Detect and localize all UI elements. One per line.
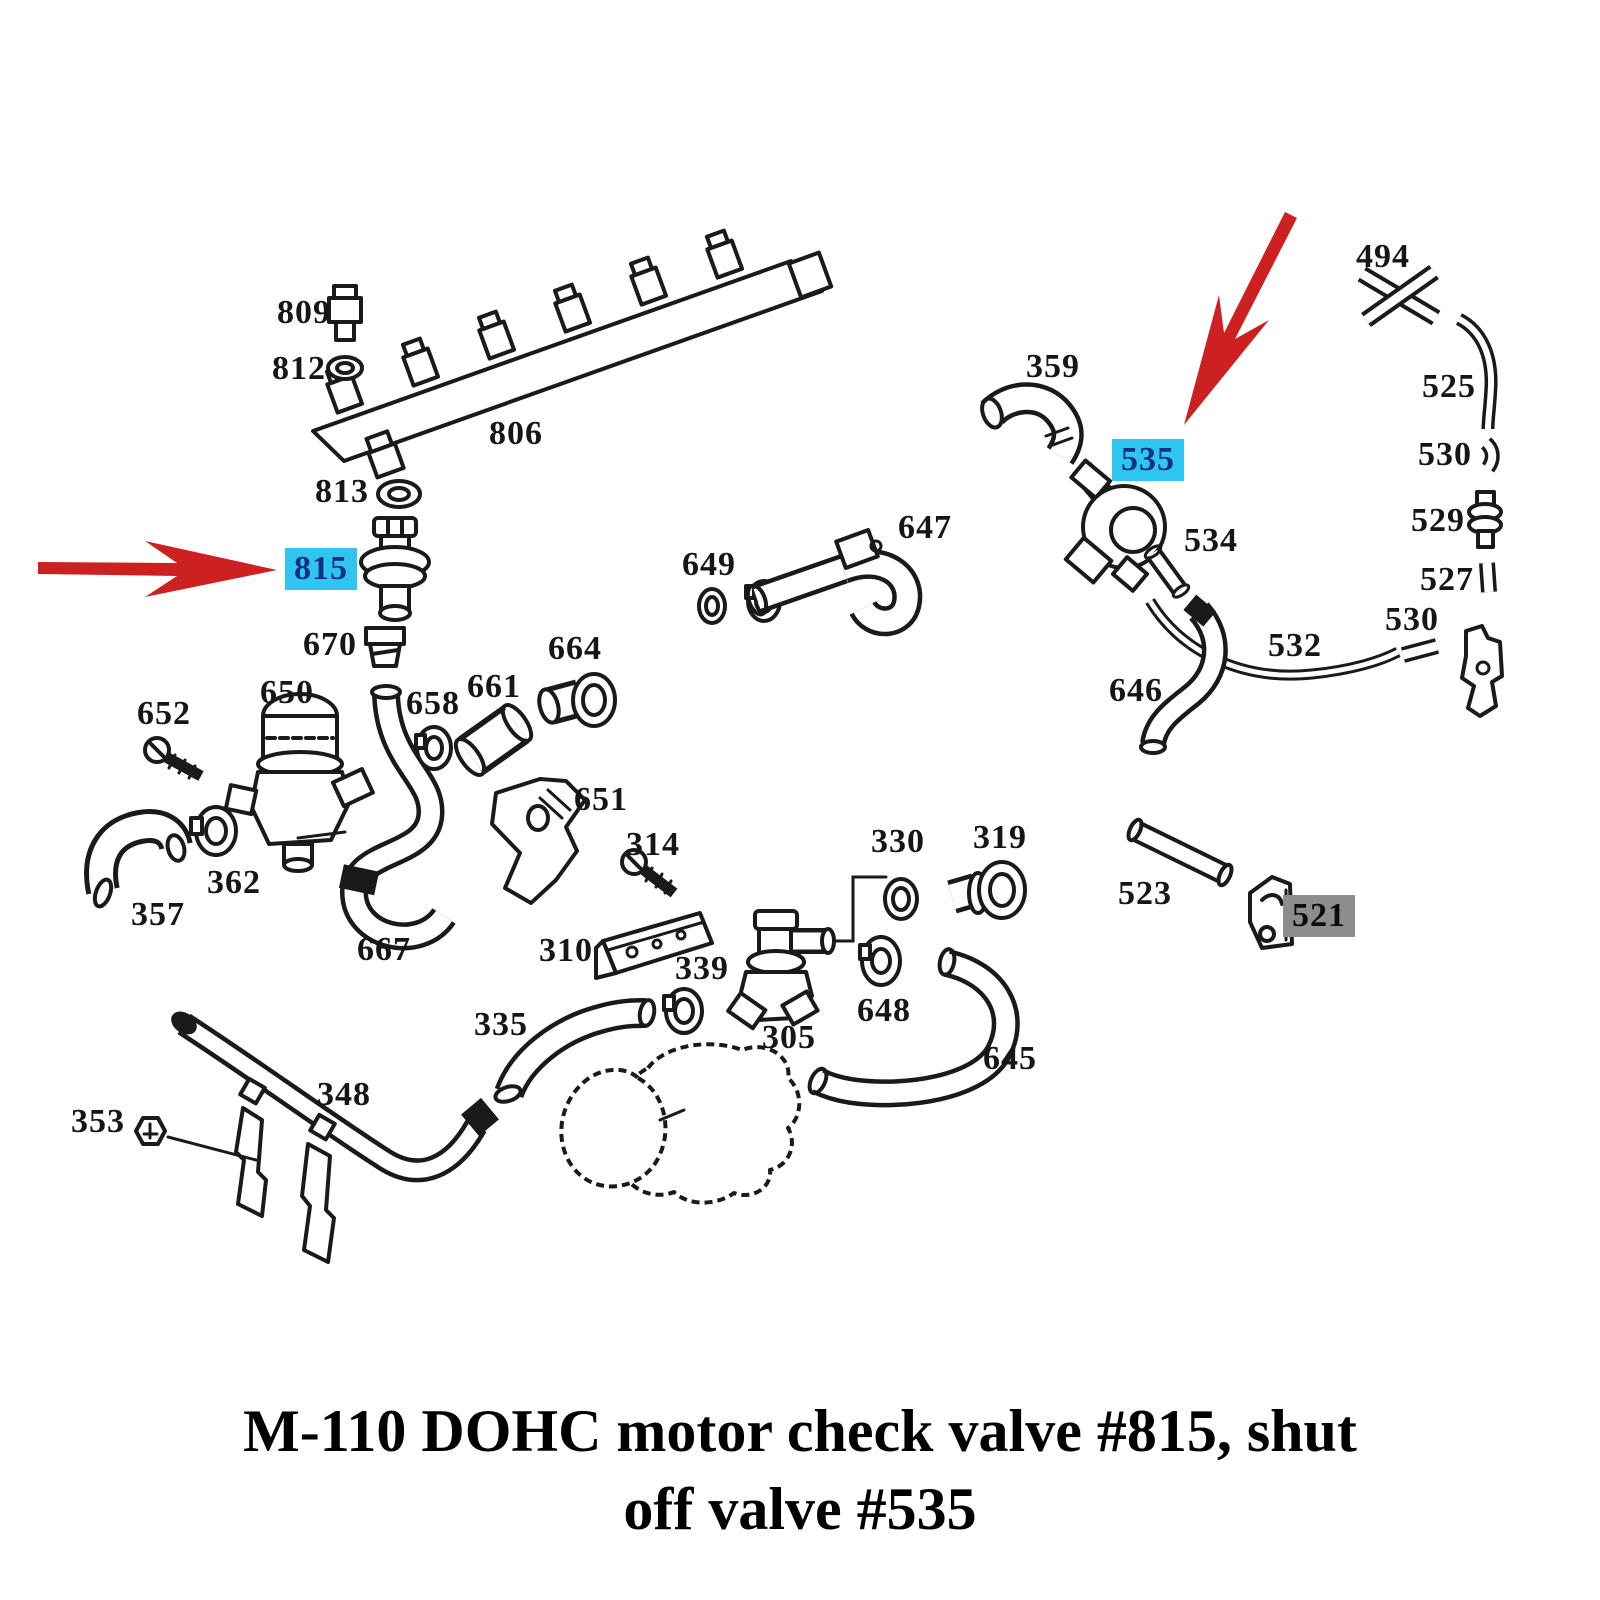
part-527-clip-drawing [1487,563,1489,592]
part-label-335: 335 [474,1006,528,1043]
part-label-667: 667 [357,931,411,968]
part-label-523: 523 [1118,875,1172,912]
part-label-650: 650 [260,674,314,711]
part-661-drawing [451,701,537,780]
hose-359-drawing [978,396,1072,456]
part-label-813: 813 [315,473,369,510]
part-label-339: 339 [675,950,729,987]
part-label-649: 649 [682,546,736,583]
part-670-drawing [366,628,404,666]
part-label-348: 348 [317,1076,371,1113]
part-label-648: 648 [857,992,911,1029]
red-arrow-2 [1184,212,1297,425]
right-bracket-drawing [1462,626,1502,716]
part-650-drawing [226,694,373,871]
part-647-drawing [744,530,907,621]
part-label-494: 494 [1356,238,1410,275]
part-label-661: 661 [467,668,521,705]
part-label-670: 670 [303,626,357,663]
part-label-535: 535 [1112,439,1184,481]
part-label-647: 647 [898,509,952,546]
part-label-362: 362 [207,864,261,901]
air-pump-body-drawing [561,1044,799,1202]
part-530-clip2-drawing [1403,646,1437,655]
part-label-534: 534 [1184,522,1238,559]
part-330-clamp-drawing [885,879,917,919]
part-319-drawing [952,862,1025,918]
part-362-clamp-drawing [191,807,236,855]
part-label-314: 314 [626,826,680,863]
part-651-bracket-drawing [492,779,585,903]
part-label-806: 806 [489,415,543,452]
part-648-clamp-drawing [860,937,900,985]
part-label-353: 353 [71,1103,125,1140]
part-label-815: 815 [285,548,357,590]
part-label-527: 527 [1420,561,1474,598]
part-label-652: 652 [137,695,191,732]
part-label-357: 357 [131,896,185,933]
part-813-drawing [378,481,420,507]
part-815-check-valve-drawing [361,518,429,620]
part-label-529: 529 [1411,502,1465,539]
part-529-drawing [1469,492,1501,547]
caption-line-1: M-110 DOHC motor check valve #815, shut [243,1398,1357,1464]
part-label-330: 330 [871,823,925,860]
red-arrow-1 [38,541,277,597]
part-label-664: 664 [548,630,602,667]
part-label-532: 532 [1268,627,1322,664]
pipe-348-drawing [167,1007,499,1262]
part-label-319: 319 [973,819,1027,856]
part-label-310: 310 [539,932,593,969]
part-812-drawing [328,357,362,379]
part-label-646: 646 [1109,672,1163,709]
part-label-658: 658 [406,685,460,722]
part-530-clip1-drawing [1486,443,1492,468]
hose-667-drawing [339,686,444,936]
part-label-530-2: 530 [1385,601,1439,638]
part-label-530: 530 [1418,436,1472,473]
part-label-521: 521 [1283,895,1355,937]
part-664-drawing [536,674,615,726]
part-label-645: 645 [983,1040,1037,1077]
part-494-clip-drawing [1362,272,1436,320]
fuel-rail-806-drawing [313,229,831,477]
part-label-651: 651 [574,781,628,818]
part-658-clamp-drawing [416,727,451,769]
part-label-809: 809 [277,294,331,331]
part-339-clamp-drawing [664,989,702,1033]
caption [0,1392,1600,1548]
part-label-305: 305 [762,1019,816,1056]
part-652-screw-drawing [145,738,201,778]
part-label-812: 812 [272,350,326,387]
part-809-drawing [329,286,361,340]
caption-line-2: off valve #535 [623,1476,977,1542]
part-label-525: 525 [1422,368,1476,405]
part-label-359: 359 [1026,348,1080,385]
